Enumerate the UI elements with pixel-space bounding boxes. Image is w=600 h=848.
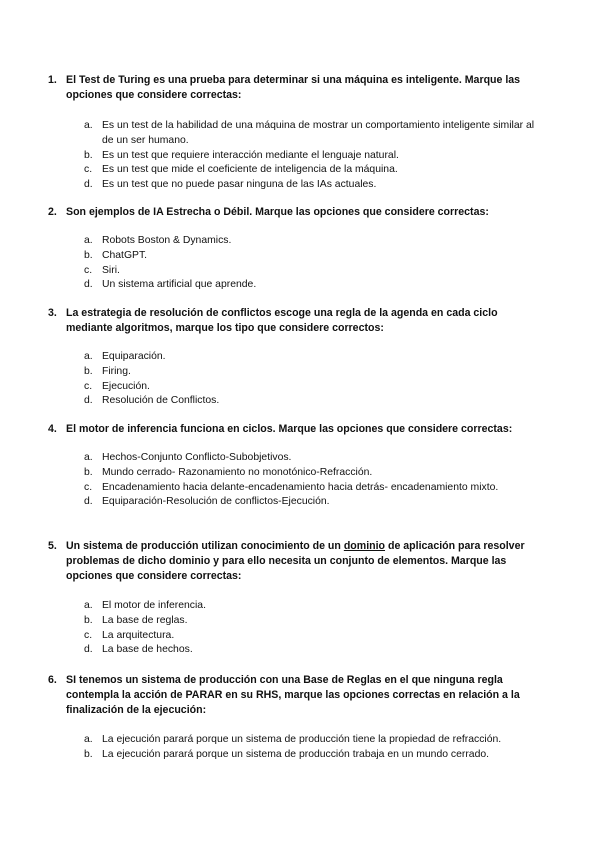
question-number: 6.	[48, 674, 57, 686]
question-text: SI tenemos un sistema de producción con una Base de Reglas en el que ninguna regla contempla la acción de PARAR en su RHS, marque las opciones correctas en relación a la finalización de la ejecución:	[66, 674, 520, 716]
option-text: La ejecución parará porque un sistema de producción tiene la propiedad de refracción.	[102, 734, 502, 745]
question-text: El motor de inferencia funciona en ciclos. Marque las opciones que considere correctas:	[66, 423, 513, 435]
option-c	[0, 380, 600, 395]
option-letter: a.	[84, 351, 93, 362]
question-text: La estrategia de resolución de conflictos escoge una regla de la agenda en cada ciclo mediante algoritmos, marque los tipo que considere correctos:	[66, 307, 498, 334]
question-2	[0, 205, 600, 293]
option-text: Robots Boston & Dynamics.	[102, 235, 232, 246]
question-3	[0, 306, 600, 409]
option-letter: c.	[84, 481, 93, 493]
option-text: Encadenamiento hacia delante-encadenamiento hacia detrás- encadenamiento mixto.	[102, 481, 499, 493]
option-b	[0, 149, 600, 164]
option-b	[0, 748, 600, 763]
option-letter: a.	[84, 120, 93, 131]
option-text: La ejecución parará porque un sistema de producción trabaja en un mundo cerrado.	[102, 748, 490, 760]
question-5-header	[0, 539, 600, 584]
option-d	[0, 178, 600, 193]
question-number: 1.	[48, 74, 57, 86]
option-b	[0, 614, 600, 629]
option-letter: a.	[84, 734, 93, 745]
question-text-end: de aplicación para resolver problemas de dicho dominio y para ello necesita un conjunto de elementos. Marque las opciones que considere correctas:	[66, 540, 525, 582]
question-text-start: Un sistema de producción utilizan conocimiento de un	[66, 540, 344, 552]
option-a	[0, 599, 600, 614]
question-5	[0, 539, 600, 658]
option-text: Es un test que requiere interacción mediante el lenguaje natural.	[102, 149, 399, 161]
option-text: Ejecución.	[102, 380, 150, 392]
option-text: Es un test que mide el coeficiente de inteligencia de la máquina.	[102, 164, 398, 176]
option-b	[0, 249, 600, 264]
option-letter: b.	[84, 748, 93, 760]
option-letter: d.	[84, 179, 93, 191]
option-letter: b.	[84, 149, 93, 161]
option-d	[0, 643, 600, 658]
option-text: Un sistema artificial que aprende.	[102, 279, 257, 291]
options-list	[0, 234, 600, 293]
question-text: El Test de Turing es una prueba para determinar si una máquina es inteligente. Marque las opciones que considere correctas:	[66, 74, 521, 101]
option-a	[0, 234, 600, 249]
option-b	[0, 466, 600, 481]
option-a	[0, 119, 600, 149]
option-text: Es un test de la habilidad de una máquina de mostrar un comportamiento inteligente similar al de un ser humano.	[102, 120, 535, 146]
option-text: Siri.	[102, 264, 120, 276]
option-c	[0, 629, 600, 644]
question-number: 2.	[48, 206, 57, 218]
option-text: ChatGPT.	[102, 249, 148, 261]
option-letter: d.	[84, 496, 93, 508]
option-letter: a.	[84, 452, 93, 463]
option-letter: d.	[84, 395, 93, 407]
option-text: Es un test que no puede pasar ninguna de las IAs actuales.	[102, 179, 377, 191]
underlined-word: dominio	[343, 540, 386, 552]
option-letter: d.	[84, 644, 93, 656]
option-c	[0, 481, 600, 496]
option-a	[0, 733, 600, 748]
options-list	[0, 451, 600, 510]
option-text: La arquitectura.	[102, 629, 175, 641]
question-number: 3.	[48, 307, 57, 319]
question-1	[0, 73, 600, 193]
question-6-header	[0, 673, 600, 718]
option-text: Equiparación-Resolución de conflictos-Ejecución.	[102, 496, 330, 508]
option-letter: c.	[84, 164, 93, 176]
option-b	[0, 365, 600, 380]
option-d	[0, 394, 600, 409]
option-text: El motor de inferencia.	[102, 600, 206, 611]
option-d	[0, 278, 600, 293]
option-text: La base de hechos.	[102, 644, 193, 656]
option-text: Firing.	[102, 365, 131, 377]
option-text: Resolución de Conflictos.	[102, 395, 220, 407]
options-list	[0, 733, 600, 763]
question-4	[0, 422, 600, 510]
option-text: Equiparación.	[102, 351, 166, 362]
option-letter: c.	[84, 380, 93, 392]
question-3-header	[0, 306, 600, 336]
option-letter: b.	[84, 614, 93, 626]
option-text: La base de reglas.	[102, 614, 188, 626]
question-6	[0, 673, 600, 763]
option-d	[0, 495, 600, 510]
option-text: Mundo cerrado- Razonamiento no monotónico-Refracción.	[102, 466, 373, 478]
option-a	[0, 451, 600, 466]
question-text: Son ejemplos de IA Estrecha o Débil. Marque las opciones que considere correctas:	[66, 206, 489, 218]
option-letter: c.	[84, 264, 93, 276]
option-letter: b.	[84, 365, 93, 377]
options-list	[0, 350, 600, 409]
option-c	[0, 163, 600, 178]
option-letter: a.	[84, 235, 93, 246]
option-c	[0, 264, 600, 279]
option-letter: b.	[84, 466, 93, 478]
options-list	[0, 119, 600, 193]
option-text: Hechos-Conjunto Conflicto-Subobjetivos.	[102, 452, 292, 463]
option-letter: b.	[84, 249, 93, 261]
question-4-header	[0, 422, 600, 437]
options-list	[0, 599, 600, 658]
option-letter: c.	[84, 629, 93, 641]
option-a	[0, 350, 600, 365]
question-number: 5.	[48, 540, 57, 552]
question-2-header	[0, 205, 600, 220]
option-letter: a.	[84, 600, 93, 611]
option-letter: d.	[84, 279, 93, 291]
question-number: 4.	[48, 423, 57, 435]
question-1-header	[0, 73, 600, 103]
